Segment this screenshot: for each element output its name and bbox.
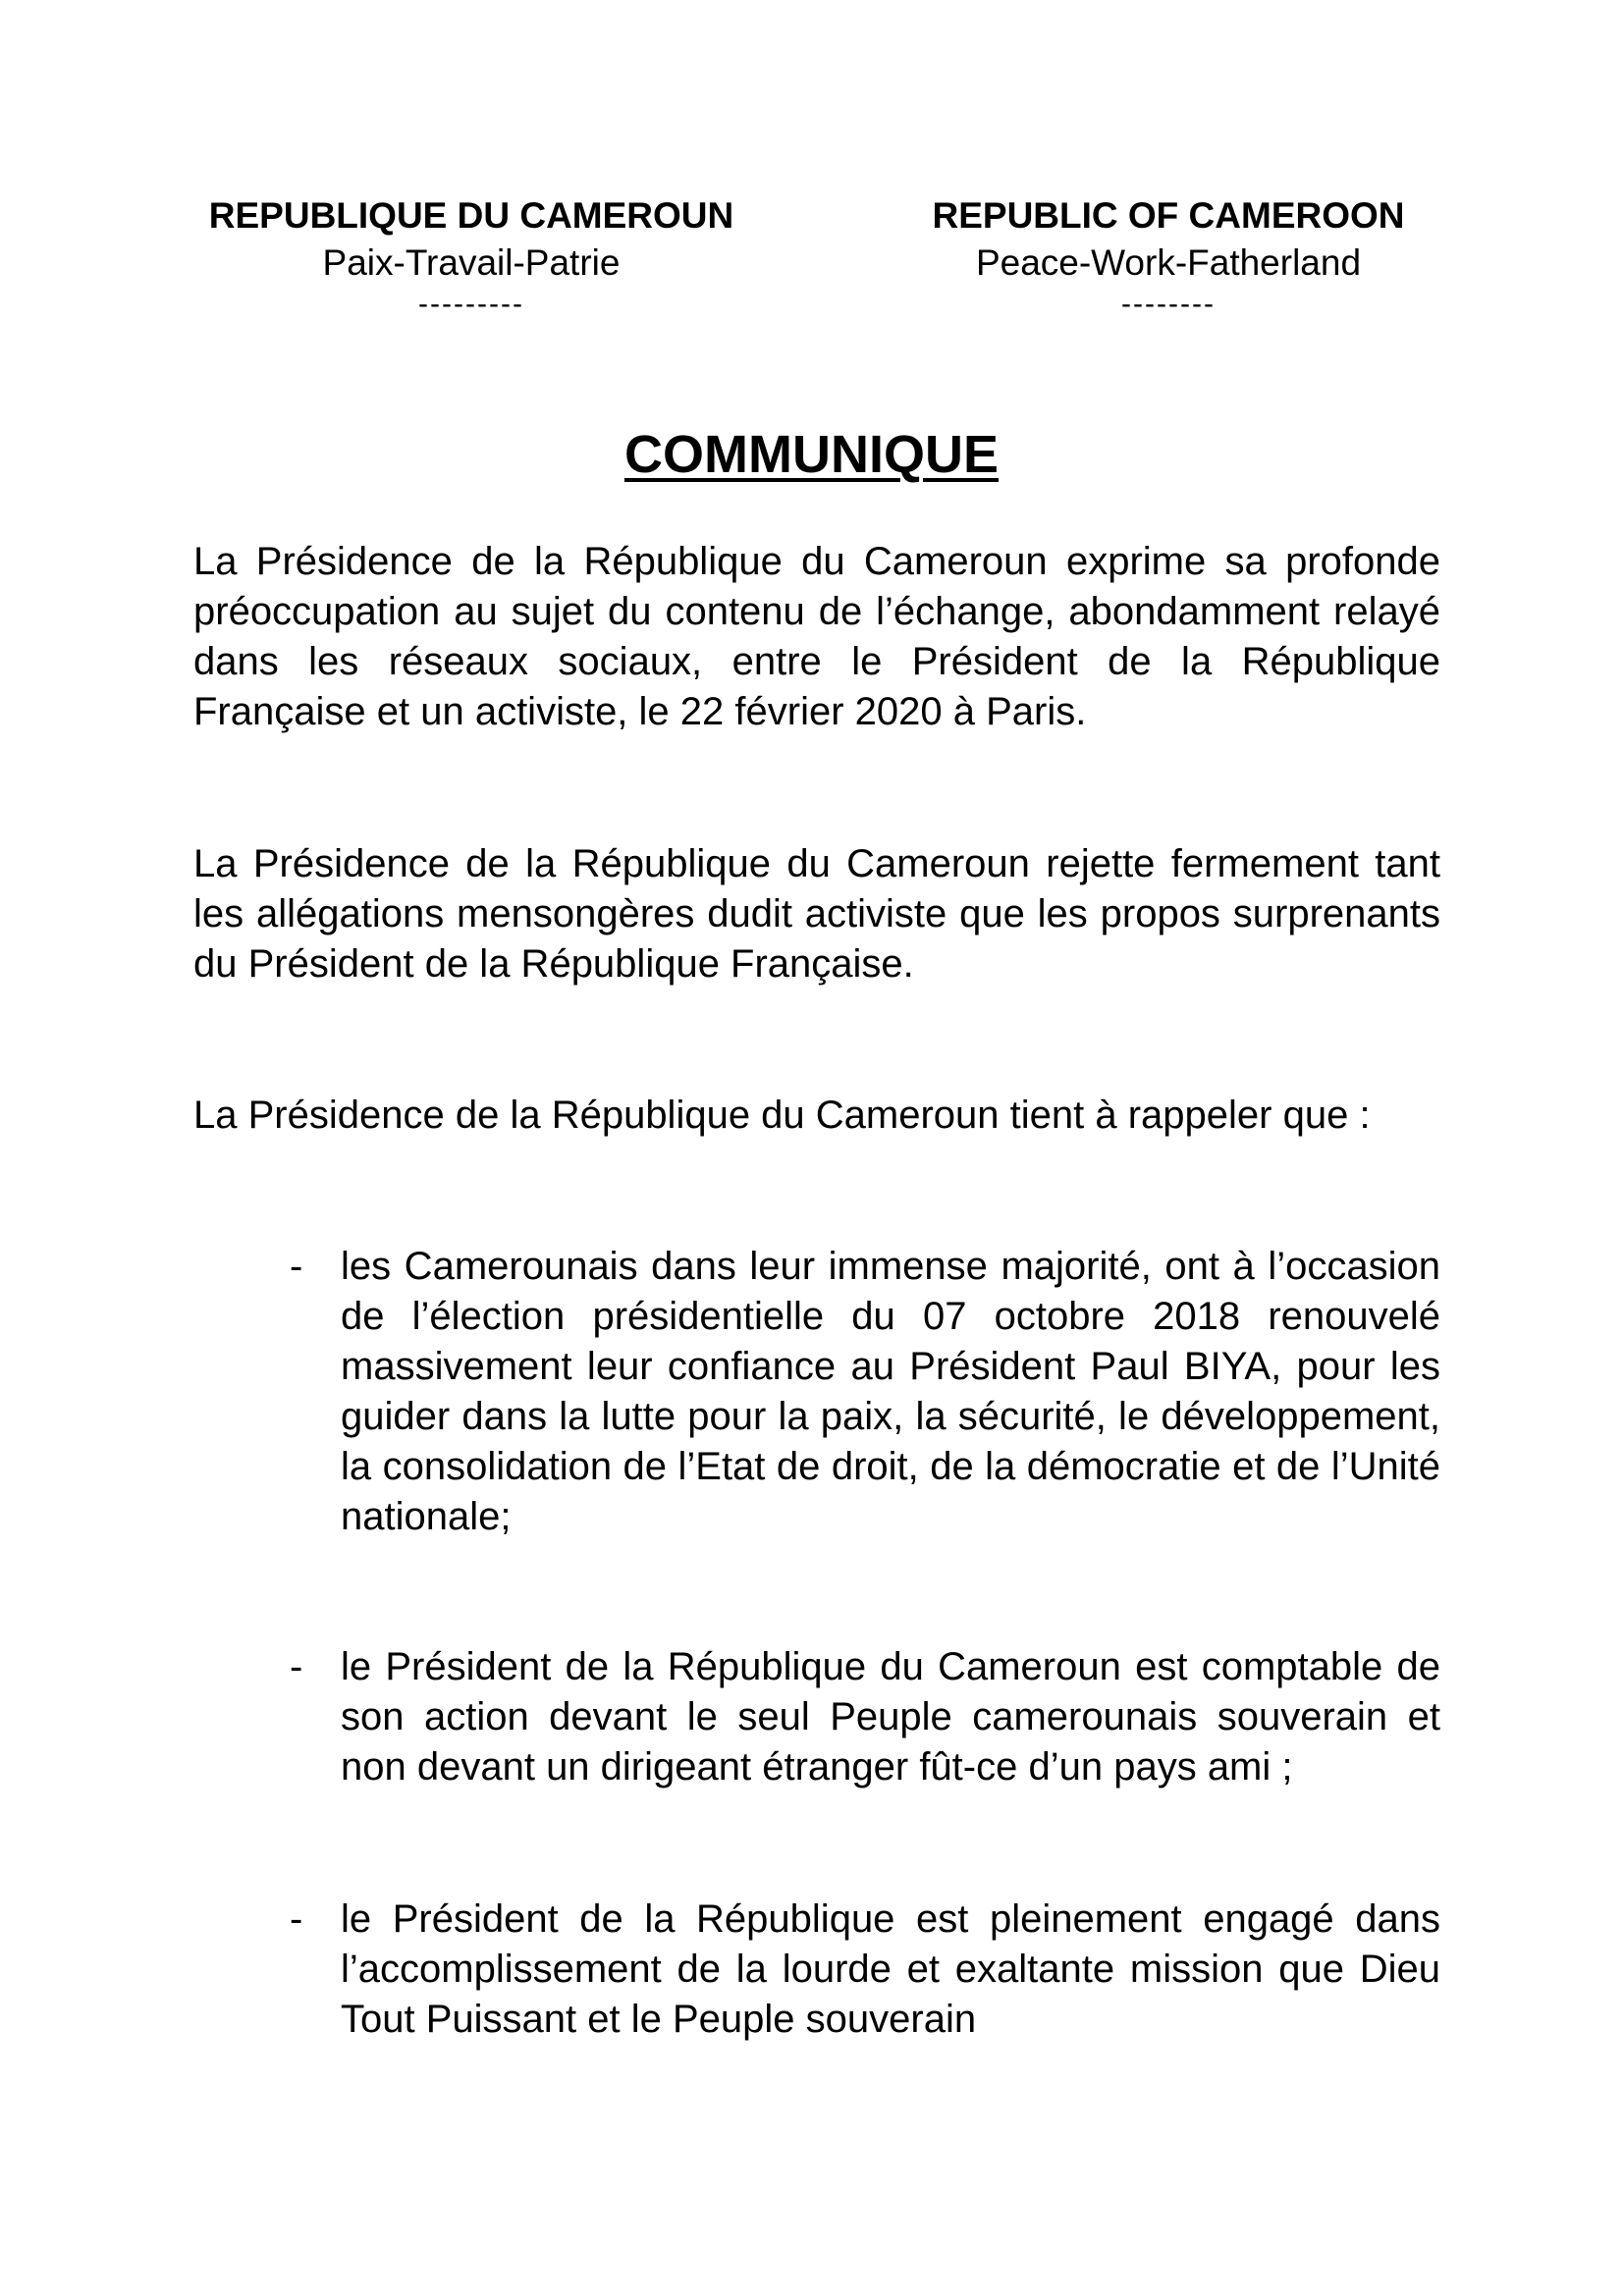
list-item: [193, 1895, 1440, 2045]
header-separator-right: --------: [1121, 288, 1216, 320]
paragraph-text: La Présidence de la République du Cameroun tient à rappeler que :: [193, 1094, 1371, 1137]
country-name-fr: REPUBLIQUE DU CAMEROUN: [208, 195, 734, 236]
country-name-en: REPUBLIC OF CAMEROON: [932, 195, 1405, 236]
bullet-text: les Camerounais dans leur immense majorité, ont à l’occasion de l’élection présidentielle du 07 octobre 2018 renouvelé massivement leur confiance au Président Paul BIYA, pour les guider dans la lutte pour la paix, la sécurité, le développement, la consolidation de l’Etat de droit, de la démocratie et de l’Unité nationale;: [341, 1245, 1440, 1538]
motto-fr: Paix-Travail-Patrie: [322, 242, 621, 283]
bullet-marker: -: [290, 1645, 303, 1688]
document-title: COMMUNIQUE: [624, 425, 999, 484]
header-left: [167, 192, 776, 322]
bullet-text: le Président de la République est pleinement engagé dans l’accomplissement de la lourde et exaltante mission que Dieu Tout Puissant et le Peuple souverain: [341, 1897, 1440, 2041]
bullet-marker: -: [290, 1897, 303, 1941]
list-item: [193, 1642, 1440, 1792]
bullet-body: [193, 1242, 1440, 1542]
paragraph-text: La Présidence de la République du Cameroun exprime sa profonde préoccupation au sujet du contenu de l’échange, abondamment relayé dans les réseaux sociaux, entre le Président de la République Française et un activiste, le 22 février 2020 à Paris.: [193, 540, 1440, 733]
paragraph: [193, 839, 1440, 989]
paragraph-text: La Présidence de la République du Cameroun rejette fermement tant les allégations mensongères dudit activiste que les propos surprenants du Président de la République Française.: [193, 842, 1440, 986]
bullet-marker: -: [290, 1245, 303, 1288]
bullet-body: [193, 1895, 1440, 2045]
motto-en: Peace-Work-Fatherland: [975, 242, 1362, 283]
header-separator-left: ---------: [418, 288, 524, 320]
header-right: [864, 192, 1473, 322]
paragraph: [193, 537, 1440, 737]
paragraph: [193, 1091, 1440, 1141]
list-item: [193, 1242, 1440, 1542]
bullet-body: [193, 1642, 1440, 1792]
bullet-text: le Président de la République du Cameroun est comptable de son action devant le seul Peuple camerounais souverain et non devant un dirigeant étranger fût-ce d’un pays ami ;: [341, 1645, 1440, 1789]
